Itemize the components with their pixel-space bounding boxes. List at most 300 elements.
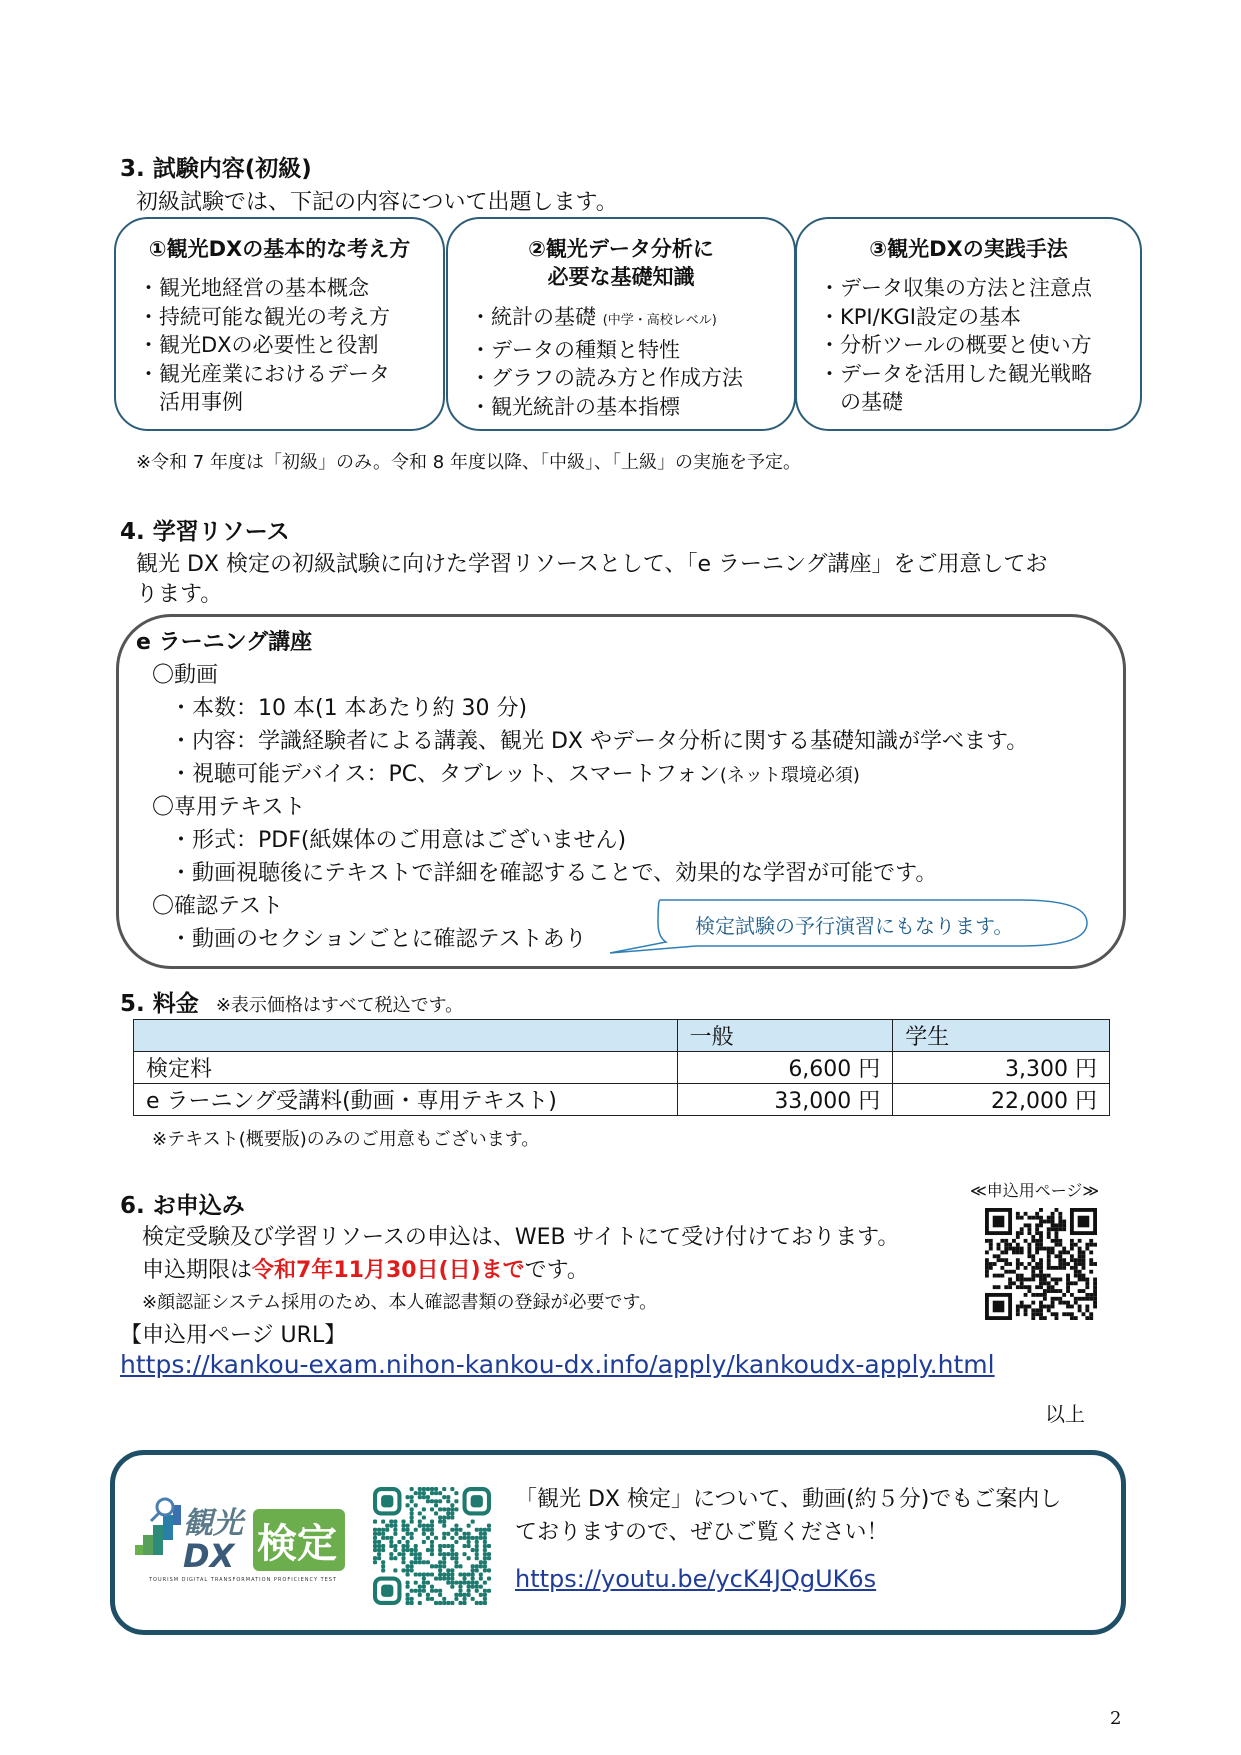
qr-module bbox=[1012, 1239, 1016, 1243]
qr-module bbox=[1070, 1281, 1074, 1285]
qr-module bbox=[1078, 1239, 1082, 1243]
qr-module bbox=[458, 1585, 462, 1589]
promo-text-line1: 「観光 DX 検定」について、動画(約５分)でもご案内し bbox=[515, 1487, 1062, 1512]
qr-module bbox=[442, 1572, 446, 1576]
qr-module bbox=[1085, 1297, 1089, 1301]
qr-module bbox=[410, 1520, 414, 1524]
qr-module bbox=[1055, 1297, 1059, 1301]
qr-module bbox=[463, 1572, 467, 1576]
qr-module bbox=[1093, 1293, 1097, 1297]
qr-module bbox=[1039, 1312, 1043, 1316]
qr-module bbox=[450, 1585, 454, 1589]
qr-module bbox=[1039, 1247, 1043, 1251]
qr-module bbox=[1020, 1274, 1024, 1278]
qr-module bbox=[1055, 1227, 1059, 1231]
qr-module bbox=[414, 1589, 418, 1593]
qr-module bbox=[1000, 1239, 1004, 1243]
qr-module bbox=[454, 1528, 458, 1532]
qr-module bbox=[1051, 1223, 1055, 1227]
qr-module bbox=[1027, 1254, 1031, 1258]
qr-module bbox=[389, 1544, 393, 1548]
closing-text: 以上 bbox=[1045, 1402, 1085, 1426]
list-item: ・観光DXの必要性と役割 bbox=[138, 333, 379, 357]
qr-module bbox=[1047, 1305, 1051, 1309]
qr-caption: ≪申込用ページ≫ bbox=[970, 1181, 1100, 1200]
qr-module bbox=[1008, 1262, 1012, 1266]
qr-module bbox=[1008, 1270, 1012, 1274]
qr-module bbox=[454, 1491, 458, 1495]
qr-module bbox=[1089, 1239, 1093, 1243]
qr-module bbox=[471, 1577, 475, 1581]
qr-module bbox=[406, 1568, 410, 1572]
qr-module bbox=[446, 1552, 450, 1556]
qr-module bbox=[1016, 1312, 1020, 1316]
qr-module bbox=[406, 1572, 410, 1576]
qr-module bbox=[450, 1528, 454, 1532]
qr-module bbox=[463, 1544, 467, 1548]
qr-module bbox=[475, 1528, 479, 1532]
list-item: ・データ収集の方法と注意点 bbox=[819, 276, 1092, 300]
qr-module bbox=[418, 1585, 422, 1589]
qr-module bbox=[406, 1540, 410, 1544]
apply-note: ※顔認証システム採用のため、本人確認書類の登録が必要です。 bbox=[142, 1292, 658, 1313]
qr-module bbox=[487, 1556, 491, 1560]
qr-module bbox=[426, 1548, 430, 1552]
list-item: ・データの種類と特性 bbox=[470, 337, 680, 362]
qr-module bbox=[458, 1572, 462, 1576]
qr-module bbox=[438, 1568, 442, 1572]
qr-module bbox=[434, 1511, 438, 1515]
qr-module bbox=[430, 1585, 434, 1589]
qr-module bbox=[1016, 1212, 1020, 1216]
qr-module bbox=[1085, 1278, 1089, 1282]
qr-module bbox=[442, 1552, 446, 1556]
qr-module bbox=[989, 1266, 993, 1270]
qr-module bbox=[1047, 1289, 1051, 1293]
qr-module bbox=[373, 1540, 377, 1544]
qr-module bbox=[454, 1581, 458, 1585]
qr-module bbox=[1066, 1278, 1070, 1282]
qr-module bbox=[475, 1548, 479, 1552]
qr-module bbox=[1004, 1285, 1008, 1289]
qr-module bbox=[406, 1495, 410, 1499]
qr-module bbox=[1074, 1297, 1078, 1301]
qr-module bbox=[483, 1544, 487, 1548]
qr-module bbox=[450, 1577, 454, 1581]
qr-module bbox=[479, 1532, 483, 1536]
qr-module bbox=[422, 1528, 426, 1532]
qr-module bbox=[426, 1524, 430, 1528]
qr-module bbox=[410, 1568, 414, 1572]
qr-module bbox=[1066, 1274, 1070, 1278]
qr-module bbox=[463, 1577, 467, 1581]
qr-module bbox=[1058, 1254, 1062, 1258]
qr-module bbox=[458, 1528, 462, 1532]
qr-module bbox=[442, 1556, 446, 1560]
qr-module bbox=[1020, 1216, 1024, 1220]
section6-heading: 6. お申込み bbox=[120, 1193, 245, 1219]
qr-module bbox=[487, 1568, 491, 1572]
section5-note: ※テキスト(概要版)のみのご用意もございます。 bbox=[152, 1129, 540, 1150]
qr-module bbox=[430, 1524, 434, 1528]
qr-module bbox=[414, 1503, 418, 1507]
qr-module bbox=[389, 1536, 393, 1540]
qr-module bbox=[1047, 1258, 1051, 1262]
qr-module bbox=[410, 1499, 414, 1503]
qr-module bbox=[1058, 1278, 1062, 1282]
qr-module bbox=[1055, 1208, 1059, 1212]
qr-module bbox=[1039, 1281, 1043, 1285]
promo-qr-code[interactable] bbox=[373, 1487, 491, 1609]
qr-module bbox=[475, 1544, 479, 1548]
qr-module bbox=[483, 1536, 487, 1540]
qr-module bbox=[1078, 1289, 1082, 1293]
qr-module bbox=[1066, 1289, 1070, 1293]
qr-module bbox=[1093, 1281, 1097, 1285]
qr-finder-center bbox=[471, 1495, 483, 1507]
qr-module bbox=[1039, 1316, 1043, 1320]
qr-module bbox=[1024, 1278, 1028, 1282]
qr-module bbox=[454, 1540, 458, 1544]
qr-module bbox=[438, 1560, 442, 1564]
qr-module bbox=[1039, 1285, 1043, 1289]
table-header-student: 学生 bbox=[893, 1020, 1110, 1052]
qr-module bbox=[1047, 1250, 1051, 1254]
qr-module bbox=[450, 1601, 454, 1605]
qr-module bbox=[463, 1581, 467, 1585]
qr-module bbox=[471, 1585, 475, 1589]
qr-module bbox=[389, 1552, 393, 1556]
qr-module bbox=[418, 1487, 422, 1491]
qr-module bbox=[422, 1495, 426, 1499]
qr-module bbox=[479, 1601, 483, 1605]
text-heading: 〇専用テキスト bbox=[152, 795, 306, 820]
qr-module bbox=[442, 1507, 446, 1511]
qr-module bbox=[430, 1597, 434, 1601]
qr-module bbox=[418, 1491, 422, 1495]
qr-module bbox=[1085, 1281, 1089, 1285]
qr-module bbox=[381, 1568, 385, 1572]
qr-module bbox=[373, 1520, 377, 1524]
qr-module bbox=[401, 1544, 405, 1548]
qr-module bbox=[1066, 1285, 1070, 1289]
svg-text:DX: DX bbox=[183, 1537, 235, 1575]
logo-icon bbox=[135, 1495, 350, 1590]
test-item: ・動画のセクションごとに確認テストあり bbox=[170, 927, 587, 952]
qr-module bbox=[381, 1560, 385, 1564]
qr-module bbox=[410, 1548, 414, 1552]
qr-module bbox=[406, 1601, 410, 1605]
qr-module bbox=[1024, 1308, 1028, 1312]
qr-module bbox=[414, 1552, 418, 1556]
qr-module bbox=[1078, 1247, 1082, 1251]
qr-module bbox=[1031, 1278, 1035, 1282]
qr-module bbox=[1074, 1270, 1078, 1274]
qr-module bbox=[450, 1507, 454, 1511]
qr-module bbox=[1055, 1266, 1059, 1270]
qr-module bbox=[422, 1581, 426, 1585]
qr-module bbox=[989, 1239, 993, 1243]
qr-module bbox=[438, 1507, 442, 1511]
qr-module bbox=[1004, 1247, 1008, 1251]
list-item bbox=[470, 303, 743, 336]
qr-module bbox=[1016, 1266, 1020, 1270]
qr-module bbox=[1055, 1235, 1059, 1239]
qr-module bbox=[418, 1589, 422, 1593]
qr-module bbox=[381, 1536, 385, 1540]
qr-module bbox=[467, 1544, 471, 1548]
qr-module bbox=[418, 1495, 422, 1499]
qr-module bbox=[430, 1572, 434, 1576]
qr-module bbox=[418, 1556, 422, 1560]
qr-module bbox=[426, 1560, 430, 1564]
qr-module bbox=[1051, 1278, 1055, 1282]
qr-module bbox=[1070, 1239, 1074, 1243]
qr-module bbox=[1024, 1305, 1028, 1309]
qr-module bbox=[1035, 1243, 1039, 1247]
qr-module bbox=[446, 1572, 450, 1576]
qr-module bbox=[479, 1560, 483, 1564]
qr-module bbox=[471, 1536, 475, 1540]
qr-module bbox=[1000, 1274, 1004, 1278]
qr-module bbox=[377, 1540, 381, 1544]
qr-module bbox=[430, 1548, 434, 1552]
qr-module bbox=[483, 1532, 487, 1536]
qr-module bbox=[1055, 1254, 1059, 1258]
qr-module bbox=[985, 1239, 989, 1243]
qr-module bbox=[487, 1577, 491, 1581]
qr-module bbox=[479, 1585, 483, 1589]
qr-module bbox=[418, 1593, 422, 1597]
qr-module bbox=[401, 1524, 405, 1528]
qr-module bbox=[442, 1544, 446, 1548]
qr-module bbox=[1039, 1305, 1043, 1309]
qr-finder-center bbox=[381, 1585, 393, 1597]
qr-module bbox=[414, 1572, 418, 1576]
qr-module bbox=[1062, 1258, 1066, 1262]
qr-module bbox=[1016, 1243, 1020, 1247]
qr-module bbox=[401, 1568, 405, 1572]
qr-module bbox=[1039, 1308, 1043, 1312]
qr-module bbox=[1027, 1231, 1031, 1235]
qr-module bbox=[475, 1536, 479, 1540]
qr-module bbox=[410, 1487, 414, 1491]
qr-module bbox=[377, 1548, 381, 1552]
qr-module bbox=[1058, 1216, 1062, 1220]
table-row bbox=[134, 1084, 1110, 1116]
qr-module bbox=[483, 1540, 487, 1544]
qr-module bbox=[1066, 1281, 1070, 1285]
qr-module bbox=[1085, 1308, 1089, 1312]
qr-module bbox=[454, 1507, 458, 1511]
qr-module bbox=[1016, 1274, 1020, 1278]
qr-module bbox=[1039, 1231, 1043, 1235]
qr-module bbox=[1055, 1312, 1059, 1316]
qr-module bbox=[1031, 1301, 1035, 1305]
qr-module bbox=[997, 1243, 1001, 1247]
section5-header bbox=[120, 985, 463, 1018]
table-cell-general: 6,600 円 bbox=[677, 1052, 893, 1084]
qr-module bbox=[1035, 1250, 1039, 1254]
qr-module bbox=[373, 1536, 377, 1540]
qr-module bbox=[1020, 1262, 1024, 1266]
qr-module bbox=[1008, 1243, 1012, 1247]
qr-module bbox=[410, 1564, 414, 1568]
qr-module bbox=[1039, 1270, 1043, 1274]
qr-module bbox=[1039, 1208, 1043, 1212]
qr-module bbox=[442, 1495, 446, 1499]
qr-module bbox=[475, 1556, 479, 1560]
video-item-count: ・本数：10 本(1 本あたり約 30 分) bbox=[170, 696, 528, 721]
qr-module bbox=[479, 1564, 483, 1568]
qr-module bbox=[1035, 1227, 1039, 1231]
qr-module bbox=[1027, 1250, 1031, 1254]
qr-module bbox=[1051, 1220, 1055, 1224]
qr-module bbox=[1058, 1262, 1062, 1266]
qr-module bbox=[389, 1524, 393, 1528]
qr-module bbox=[1058, 1266, 1062, 1270]
qr-module bbox=[1058, 1301, 1062, 1305]
qr-module bbox=[1035, 1266, 1039, 1270]
qr-module bbox=[1058, 1223, 1062, 1227]
qr-module bbox=[1058, 1258, 1062, 1262]
qr-module bbox=[434, 1536, 438, 1540]
qr-module bbox=[381, 1564, 385, 1568]
qr-module bbox=[467, 1581, 471, 1585]
qr-module bbox=[438, 1548, 442, 1552]
qr-module bbox=[1058, 1289, 1062, 1293]
qr-module bbox=[1051, 1239, 1055, 1243]
qr-module bbox=[434, 1601, 438, 1605]
qr-module bbox=[1004, 1243, 1008, 1247]
qr-module bbox=[450, 1487, 454, 1491]
qr-module bbox=[389, 1540, 393, 1544]
qr-module bbox=[487, 1544, 491, 1548]
exam-content-box-3 bbox=[795, 217, 1142, 431]
qr-module bbox=[1085, 1247, 1089, 1251]
qr-module bbox=[450, 1515, 454, 1519]
qr-module bbox=[1000, 1250, 1004, 1254]
qr-module bbox=[1085, 1293, 1089, 1297]
qr-module bbox=[1043, 1274, 1047, 1278]
qr-module bbox=[414, 1528, 418, 1532]
qr-module bbox=[1016, 1305, 1020, 1309]
qr-module bbox=[381, 1532, 385, 1536]
qr-module bbox=[1031, 1235, 1035, 1239]
qr-finder-center bbox=[1078, 1216, 1090, 1228]
qr-module bbox=[467, 1556, 471, 1560]
qr-module bbox=[430, 1544, 434, 1548]
qr-module bbox=[1027, 1305, 1031, 1309]
qr-module bbox=[454, 1593, 458, 1597]
qr-module bbox=[422, 1585, 426, 1589]
qr-module bbox=[1070, 1243, 1074, 1247]
qr-module bbox=[1047, 1274, 1051, 1278]
qr-module bbox=[1024, 1212, 1028, 1216]
qr-module bbox=[373, 1532, 377, 1536]
qr-module bbox=[446, 1495, 450, 1499]
qr-module bbox=[401, 1528, 405, 1532]
qr-module bbox=[1035, 1231, 1039, 1235]
apply-qr-code[interactable] bbox=[985, 1208, 1097, 1324]
qr-module bbox=[414, 1544, 418, 1548]
apply-url-link[interactable]: https://kankou-exam.nihon-kankou-dx.info/apply/kankoudx-apply.html bbox=[120, 1350, 995, 1379]
qr-module bbox=[377, 1552, 381, 1556]
qr-module bbox=[442, 1560, 446, 1564]
qr-module bbox=[1043, 1297, 1047, 1301]
qr-module bbox=[434, 1577, 438, 1581]
qr-module bbox=[1039, 1274, 1043, 1278]
qr-module bbox=[1027, 1289, 1031, 1293]
qr-module bbox=[442, 1520, 446, 1524]
qr-module bbox=[1027, 1227, 1031, 1231]
qr-module bbox=[438, 1515, 442, 1519]
box3-title: ③観光DXの実践手法 bbox=[869, 237, 1068, 261]
qr-module bbox=[463, 1593, 467, 1597]
qr-module bbox=[373, 1544, 377, 1548]
qr-module bbox=[1039, 1258, 1043, 1262]
box1-title: ①観光DXの基本的な考え方 bbox=[148, 237, 411, 261]
qr-module bbox=[389, 1556, 393, 1560]
qr-module bbox=[1070, 1266, 1074, 1270]
qr-module bbox=[389, 1520, 393, 1524]
qr-module bbox=[1051, 1312, 1055, 1316]
qr-module bbox=[438, 1564, 442, 1568]
table-cell-student: 22,000 円 bbox=[893, 1084, 1110, 1116]
qr-module bbox=[426, 1499, 430, 1503]
qr-module bbox=[985, 1262, 989, 1266]
qr-module bbox=[1043, 1220, 1047, 1224]
qr-module bbox=[1058, 1212, 1062, 1216]
qr-module bbox=[989, 1243, 993, 1247]
box2-title-line2: 必要な基礎知識 bbox=[547, 265, 695, 289]
list-item: 活用事例 bbox=[138, 390, 243, 414]
qr-module bbox=[1035, 1212, 1039, 1216]
qr-module bbox=[993, 1254, 997, 1258]
qr-module bbox=[475, 1581, 479, 1585]
text-item-format: ・形式：PDF(紙媒体のご用意はございません) bbox=[170, 828, 627, 853]
qr-module bbox=[450, 1548, 454, 1552]
qr-module bbox=[1024, 1266, 1028, 1270]
qr-module bbox=[483, 1528, 487, 1532]
qr-module bbox=[1031, 1254, 1035, 1258]
qr-module bbox=[418, 1601, 422, 1605]
qr-module bbox=[1039, 1216, 1043, 1220]
qr-module bbox=[467, 1524, 471, 1528]
youtube-link[interactable]: https://youtu.be/ycK4JQgUK6s bbox=[515, 1565, 877, 1593]
qr-module bbox=[401, 1552, 405, 1556]
qr-module bbox=[1047, 1281, 1051, 1285]
qr-code-graphic bbox=[985, 1208, 1097, 1320]
qr-module bbox=[1078, 1297, 1082, 1301]
table-cell-item: e ラーニング受講料(動画・専用テキスト) bbox=[134, 1084, 678, 1116]
qr-module bbox=[1093, 1278, 1097, 1282]
promo-text-line2: ておりますので、ぜひご覧ください！ bbox=[515, 1520, 889, 1545]
qr-module bbox=[454, 1552, 458, 1556]
qr-module bbox=[1078, 1274, 1082, 1278]
qr-module bbox=[406, 1597, 410, 1601]
qr-module bbox=[483, 1601, 487, 1605]
qr-module bbox=[401, 1556, 405, 1560]
qr-module bbox=[442, 1577, 446, 1581]
qr-module bbox=[1016, 1285, 1020, 1289]
qr-module bbox=[1051, 1289, 1055, 1293]
section3-note: ※令和 7 年度は「初級」のみ。令和 8 年度以降、「中級」、「上級」の実施を予定。 bbox=[136, 452, 801, 473]
qr-module bbox=[463, 1532, 467, 1536]
qr-module bbox=[1089, 1258, 1093, 1262]
qr-module bbox=[1016, 1235, 1020, 1239]
qr-module bbox=[1082, 1289, 1086, 1293]
